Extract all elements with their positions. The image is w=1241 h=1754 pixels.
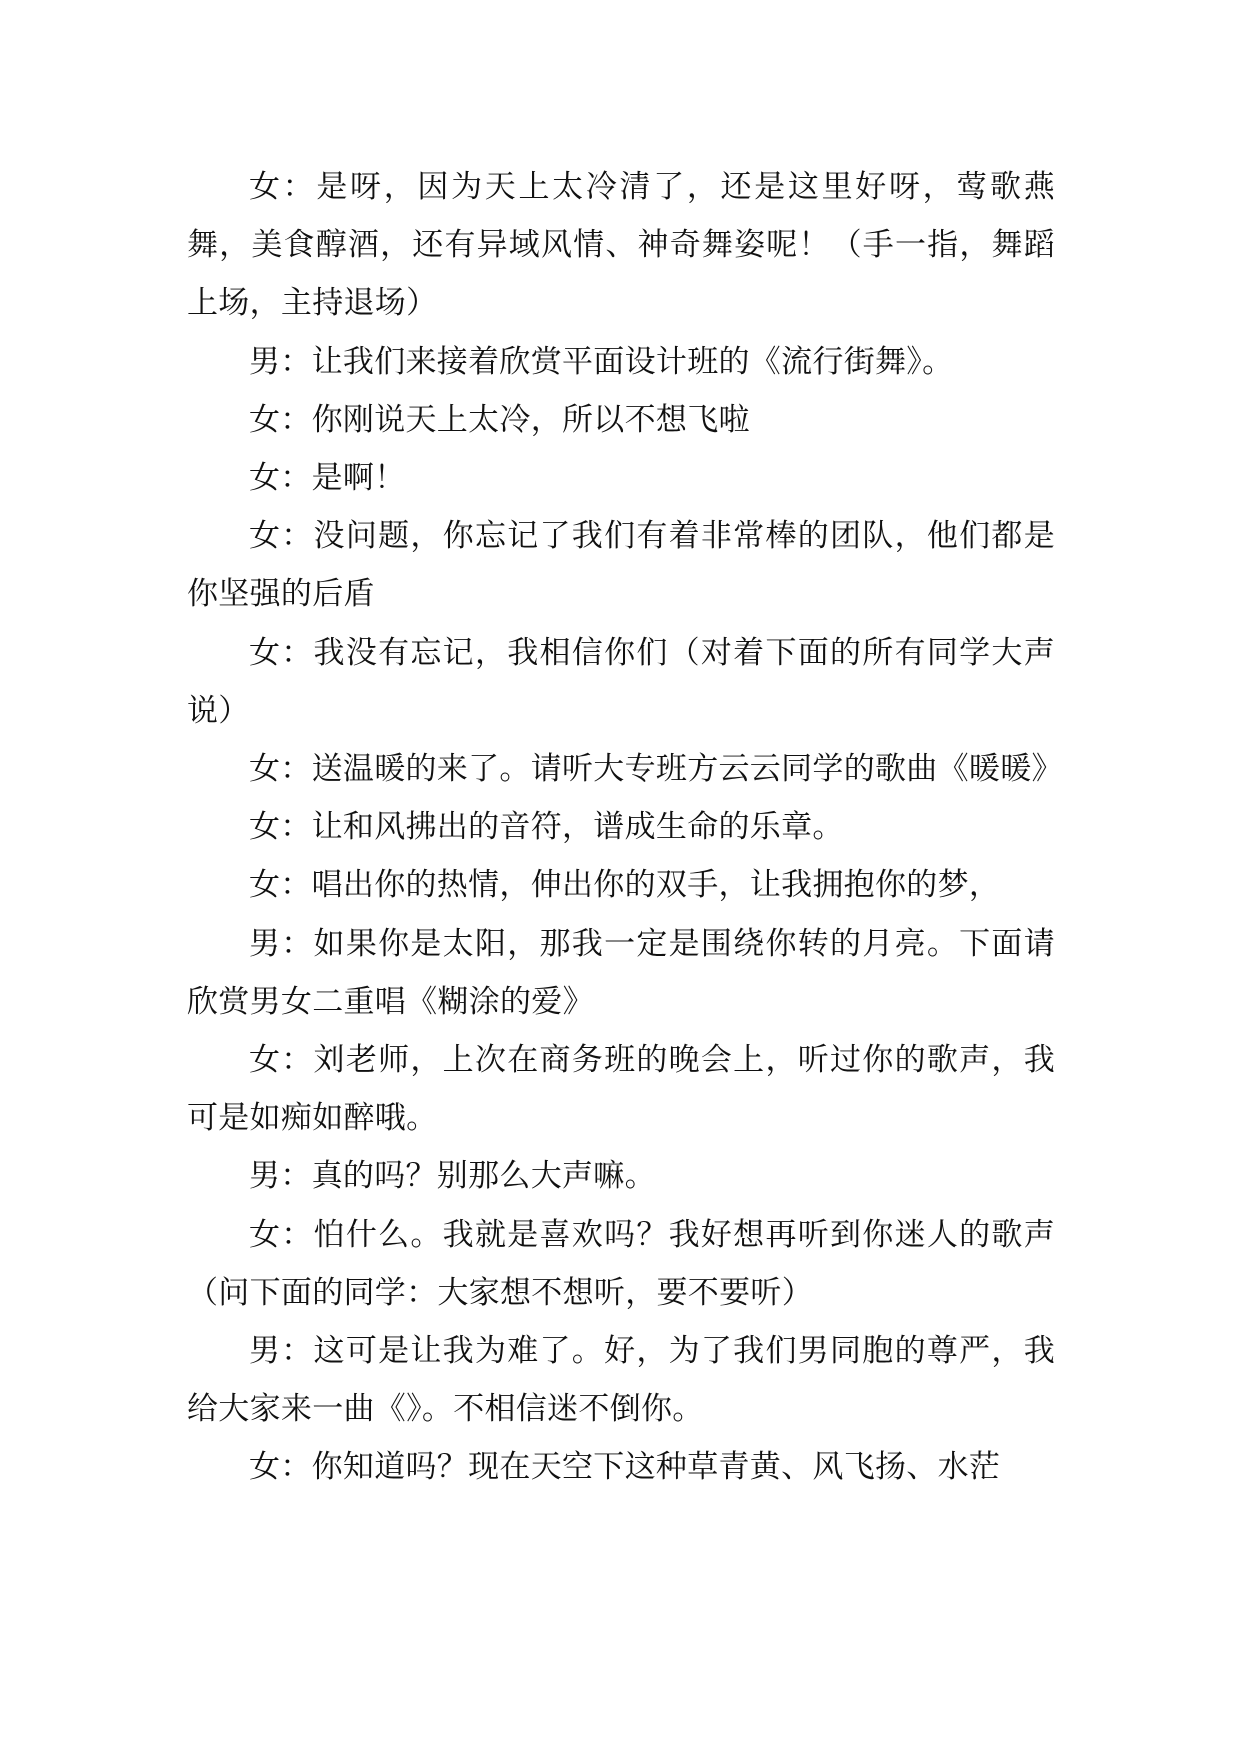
paragraph: 女：没问题，你忘记了我们有着非常棒的团队，他们都是你坚强的后盾: [187, 518, 1055, 613]
paragraph: 女：我没有忘记，我相信你们（对着下面的所有同学大声说）: [187, 634, 1055, 729]
paragraph: 女：你知道吗？现在天空下这种草青黄、风飞扬、水茫: [249, 1449, 1001, 1486]
paragraph: 女：让和风拂出的音符，谱成生命的乐章。: [249, 809, 844, 846]
paragraph: 女：是啊！: [249, 460, 406, 497]
paragraph: 男：让我们来接着欣赏平面设计班的《流行街舞》。: [249, 343, 954, 380]
script-body: [187, 158, 1063, 1497]
paragraph: 女：刘老师，上次在商务班的晚会上，听过你的歌声，我可是如痴如醉哦。: [187, 1042, 1055, 1137]
paragraph: 女：怕什么。我就是喜欢吗？我好想再听到你迷人的歌声（问下面的同学：大家想不想听，要不要听）: [187, 1216, 1055, 1311]
paragraph: 女：是呀，因为天上太冷清了，还是这里好呀，莺歌燕舞，美食醇酒，还有异域风情、神奇舞姿呢！（手一指，舞蹈上场，主持退场）: [187, 169, 1055, 322]
paragraph: 男：如果你是太阳，那我一定是围绕你转的月亮。下面请欣赏男女二重唱《糊涂的爱》: [187, 925, 1055, 1020]
paragraph: 女：你刚说天上太冷，所以不想飞啦: [249, 401, 750, 438]
paragraph: 男：真的吗？别那么大声嘛。: [249, 1158, 656, 1195]
paragraph: 女：唱出你的热情，伸出你的双手，让我拥抱你的梦，: [249, 867, 1001, 904]
paragraph: 男：这可是让我为难了。好，为了我们男同胞的尊严，我给大家来一曲《》。不相信迷不倒你。: [187, 1333, 1055, 1428]
paragraph: 女：送温暖的来了。请听大专班方云云同学的歌曲《暖暖》: [249, 751, 1063, 788]
